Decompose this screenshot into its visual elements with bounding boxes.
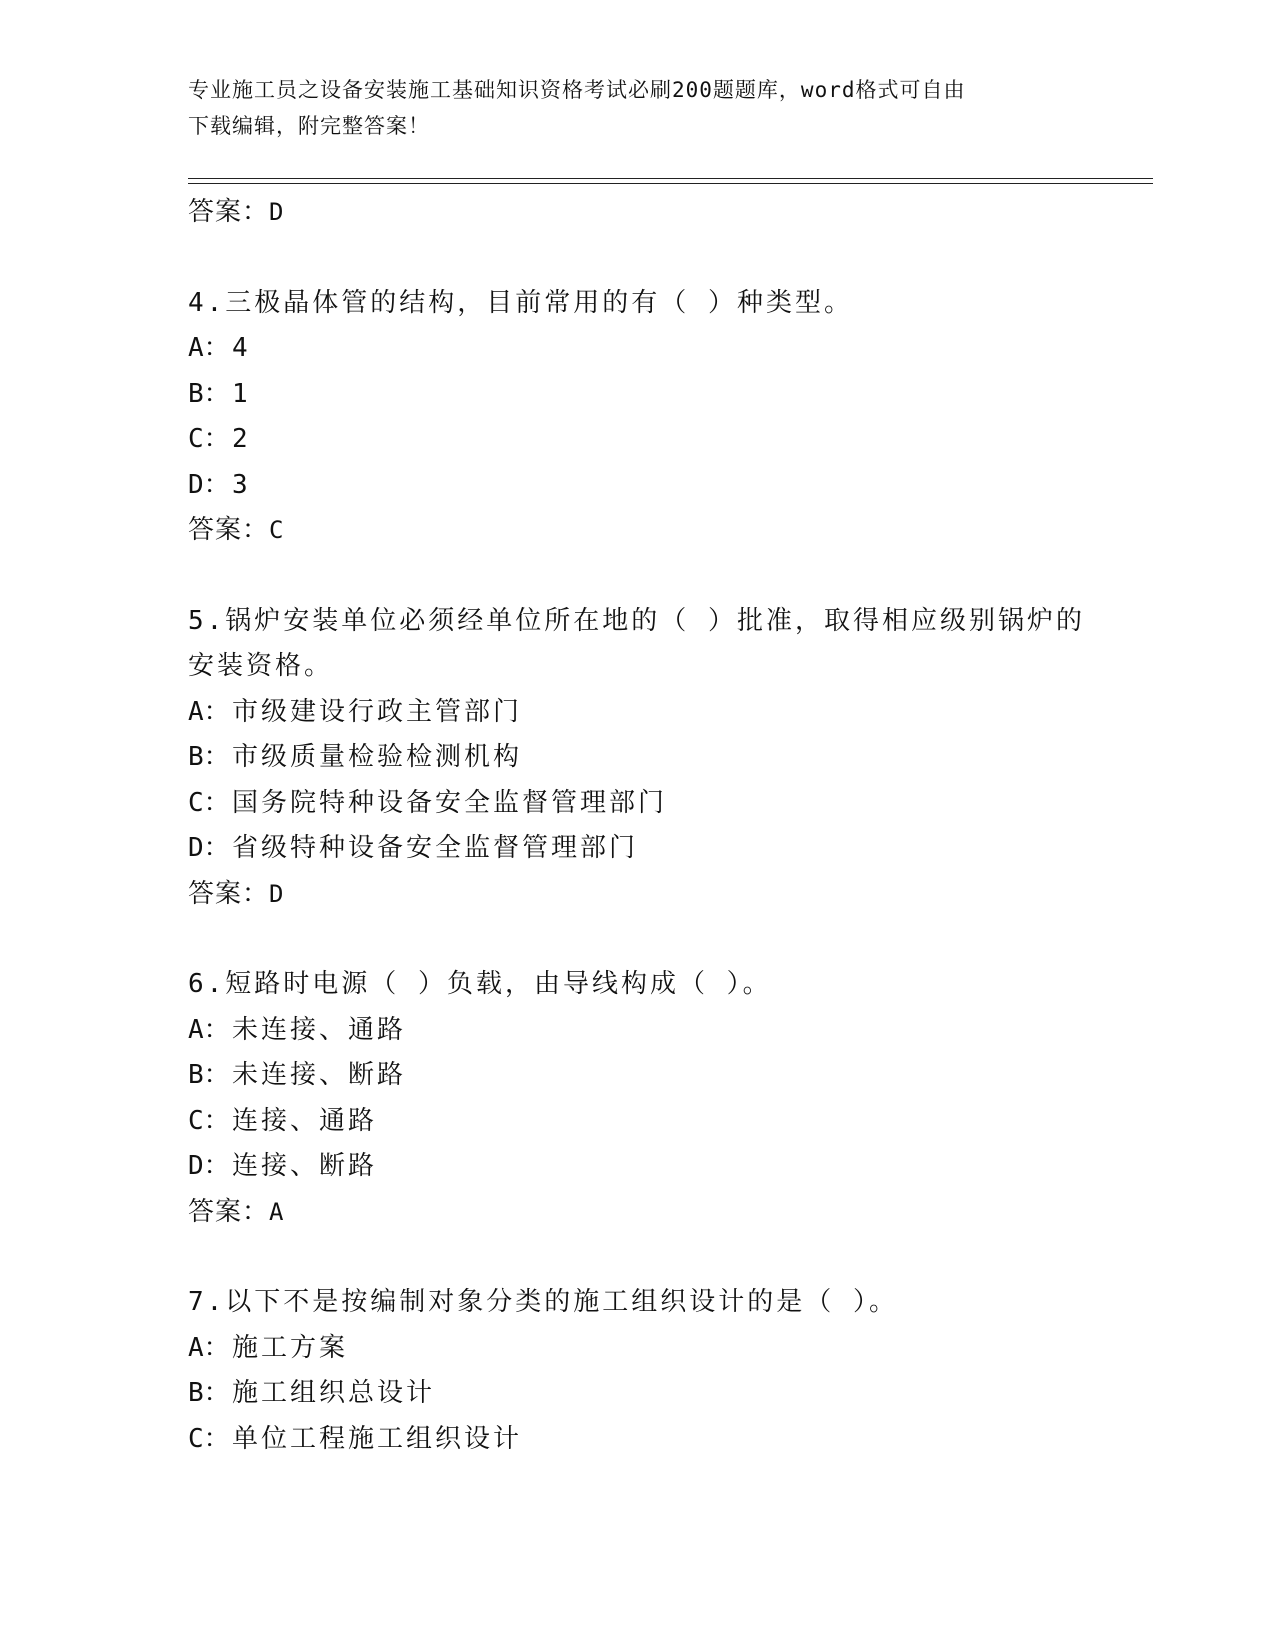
question-stem: 4.三极晶体管的结构，目前常用的有（ ）种类型。	[188, 287, 853, 318]
option-key: A：	[188, 696, 230, 727]
answer-value: D	[269, 879, 285, 908]
header-line-2: 下载编辑，附完整答案！	[188, 114, 430, 138]
question-list	[188, 190, 1153, 1462]
option-key: A：	[188, 333, 230, 363]
answer-value: C	[269, 516, 285, 544]
option-text: 连接、断路	[232, 1151, 378, 1181]
option-row	[188, 417, 1153, 463]
option-text: 市级建设行政主管部门	[232, 696, 523, 727]
option-text: 1	[232, 378, 251, 409]
option-key: B：	[188, 1378, 230, 1408]
answer-line	[188, 1190, 1153, 1236]
option-row	[188, 1326, 1153, 1372]
answer-label: 答案：	[188, 515, 270, 545]
option-row	[188, 1053, 1153, 1099]
option-row	[188, 463, 1153, 509]
option-text: 施工组织总设计	[232, 1378, 436, 1408]
option-key: D：	[188, 1151, 230, 1181]
question-spacer	[188, 1235, 1153, 1280]
header-divider-top	[188, 178, 1153, 179]
question-stem: 5.锅炉安装单位必须经单位所在地的（ ）批准，取得相应级别锅炉的	[188, 605, 1085, 636]
option-key: B：	[188, 1060, 230, 1090]
question-stem: 6.短路时电源（ ）负载，由导线构成（ ）。	[188, 969, 772, 999]
option-row	[188, 781, 1153, 827]
option-key: B：	[188, 742, 230, 772]
option-text: 3	[232, 469, 251, 500]
option-key: C：	[188, 787, 230, 818]
answer-line	[188, 190, 1153, 236]
option-key: C：	[188, 1423, 230, 1454]
header-divider-bottom	[188, 183, 1153, 184]
option-row	[188, 1371, 1153, 1417]
question-block	[188, 554, 1153, 918]
option-text: 市级质量检验检测机构	[232, 742, 523, 772]
answer-label: 答案：	[188, 878, 270, 909]
option-text: 未连接、断路	[232, 1060, 407, 1090]
question-block	[188, 236, 1153, 554]
option-row	[188, 1008, 1153, 1054]
option-key: B：	[188, 378, 230, 409]
option-row	[188, 372, 1153, 418]
option-row	[188, 326, 1153, 372]
option-row	[188, 1144, 1153, 1190]
document-header	[188, 72, 1068, 144]
header-line-1: 专业施工员之设备安装施工基础知识资格考试必刷200题题库，word格式可自由	[188, 78, 966, 102]
question-spacer	[188, 236, 1153, 281]
option-text: 单位工程施工组织设计	[232, 1423, 523, 1454]
option-text: 施工方案	[232, 1332, 349, 1363]
answer-label: 答案：	[188, 197, 270, 227]
answer-value: A	[269, 1197, 285, 1226]
option-text: 连接、通路	[232, 1105, 378, 1136]
answer-value: D	[269, 198, 285, 226]
option-row	[188, 690, 1153, 736]
question-spacer	[188, 917, 1153, 962]
answer-line	[188, 872, 1153, 918]
option-text: 4	[232, 333, 251, 363]
option-text: 未连接、通路	[232, 1014, 407, 1045]
option-key: C：	[188, 424, 230, 454]
question-stem: 7.以下不是按编制对象分类的施工组织设计的是（ ）。	[188, 1287, 898, 1317]
answer-label: 答案：	[188, 1196, 270, 1227]
option-row	[188, 1417, 1153, 1463]
option-key: C：	[188, 1105, 230, 1136]
question-block	[188, 1235, 1153, 1462]
option-key: A：	[188, 1014, 230, 1045]
question-spacer	[188, 554, 1153, 599]
option-key: D：	[188, 469, 230, 500]
option-row	[188, 1099, 1153, 1145]
option-text: 国务院特种设备安全监督管理部门	[232, 787, 668, 818]
question-block	[188, 917, 1153, 1235]
option-row	[188, 735, 1153, 781]
option-key: A：	[188, 1332, 230, 1363]
option-key: D：	[188, 833, 230, 863]
option-row	[188, 826, 1153, 872]
option-text: 省级特种设备安全监督管理部门	[232, 833, 639, 863]
answer-line	[188, 508, 1153, 554]
question-stem: 安装资格。	[188, 651, 334, 681]
option-text: 2	[232, 424, 251, 454]
